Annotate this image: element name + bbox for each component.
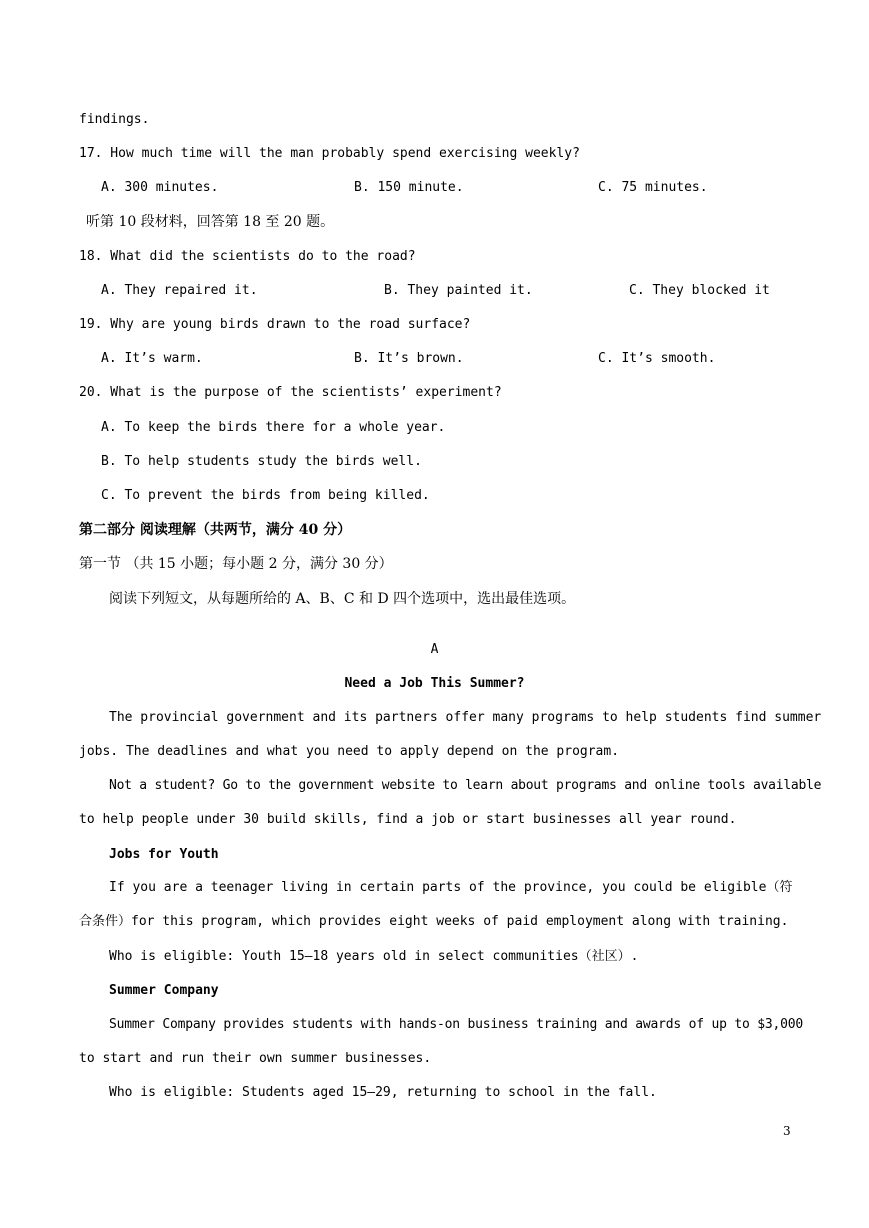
q16-tail: findings. bbox=[79, 112, 150, 127]
q18-option-b: B. They painted it. bbox=[384, 283, 533, 298]
q19-option-b: B. It’s brown. bbox=[354, 351, 464, 366]
reading-part-title: 第二部分 阅读理解（共两节，满分 40 分） bbox=[79, 522, 352, 538]
q18-question: 18. What did the scientists do to the road? bbox=[79, 249, 416, 264]
page-number: 3 bbox=[783, 1124, 791, 1138]
q20-option-c: C. To prevent the birds from being killed. bbox=[101, 488, 430, 503]
paragraph-1-line-1: The provincial government and its partners offer many programs to help students find summer bbox=[109, 710, 822, 725]
paragraph-4: Who is eligible: Youth 15—18 years old in select communities（社区）. bbox=[109, 949, 639, 964]
section10-intro: 听第 10 段材料，回答第 18 至 20 题。 bbox=[86, 214, 335, 230]
heading-summer-company: Summer Company bbox=[109, 983, 219, 998]
paragraph-2-line-2: to help people under 30 build skills, find a job or start businesses all year round. bbox=[79, 812, 737, 827]
q18-option-c: C. They blocked it bbox=[629, 283, 770, 298]
passage-title: Need a Job This Summer? bbox=[344, 676, 525, 691]
paragraph-5-line-2: to start and run their own summer businesses. bbox=[79, 1051, 432, 1066]
paragraph-5-line-1: Summer Company provides students with hands-on business training and awards of up to $3,000 bbox=[109, 1017, 804, 1032]
paragraph-2-line-1: Not a student? Go to the government website to learn about programs and online tools available bbox=[109, 778, 822, 793]
q17-option-b: B. 150 minute. bbox=[354, 180, 464, 195]
q19-option-a: A. It’s warm. bbox=[101, 351, 203, 366]
q17-option-a: A. 300 minutes. bbox=[101, 180, 219, 195]
reading-section-title: 第一节 （共 15 小题；每小题 2 分，满分 30 分） bbox=[79, 556, 393, 572]
q20-question: 20. What is the purpose of the scientists’ experiment? bbox=[79, 385, 502, 400]
q20-option-b: B. To help students study the birds well. bbox=[101, 454, 422, 469]
q18-option-a: A. They repaired it. bbox=[101, 283, 258, 298]
q20-option-a: A. To keep the birds there for a whole year. bbox=[101, 420, 446, 435]
reading-instructions: 阅读下列短文，从每题所给的 A、B、C 和 D 四个选项中，选出最佳选项。 bbox=[109, 591, 576, 607]
paragraph-3-line-1: If you are a teenager living in certain parts of the province, you could be eligible（符 bbox=[109, 880, 793, 895]
q17-option-c: C. 75 minutes. bbox=[598, 180, 708, 195]
paragraph-6: Who is eligible: Students aged 15—29, returning to school in the fall. bbox=[109, 1085, 657, 1100]
paragraph-3-line-2: 合条件）for this program, which provides eight weeks of paid employment along with training. bbox=[79, 914, 789, 929]
q19-question: 19. Why are young birds drawn to the road surface? bbox=[79, 317, 471, 332]
heading-jobs-for-youth: Jobs for Youth bbox=[109, 847, 219, 862]
paragraph-1-line-2: jobs. The deadlines and what you need to apply depend on the program. bbox=[79, 744, 620, 759]
passage-letter: A bbox=[430, 642, 439, 657]
q19-option-c: C. It’s smooth. bbox=[598, 351, 716, 366]
q17-question: 17. How much time will the man probably spend exercising weekly? bbox=[79, 146, 580, 161]
